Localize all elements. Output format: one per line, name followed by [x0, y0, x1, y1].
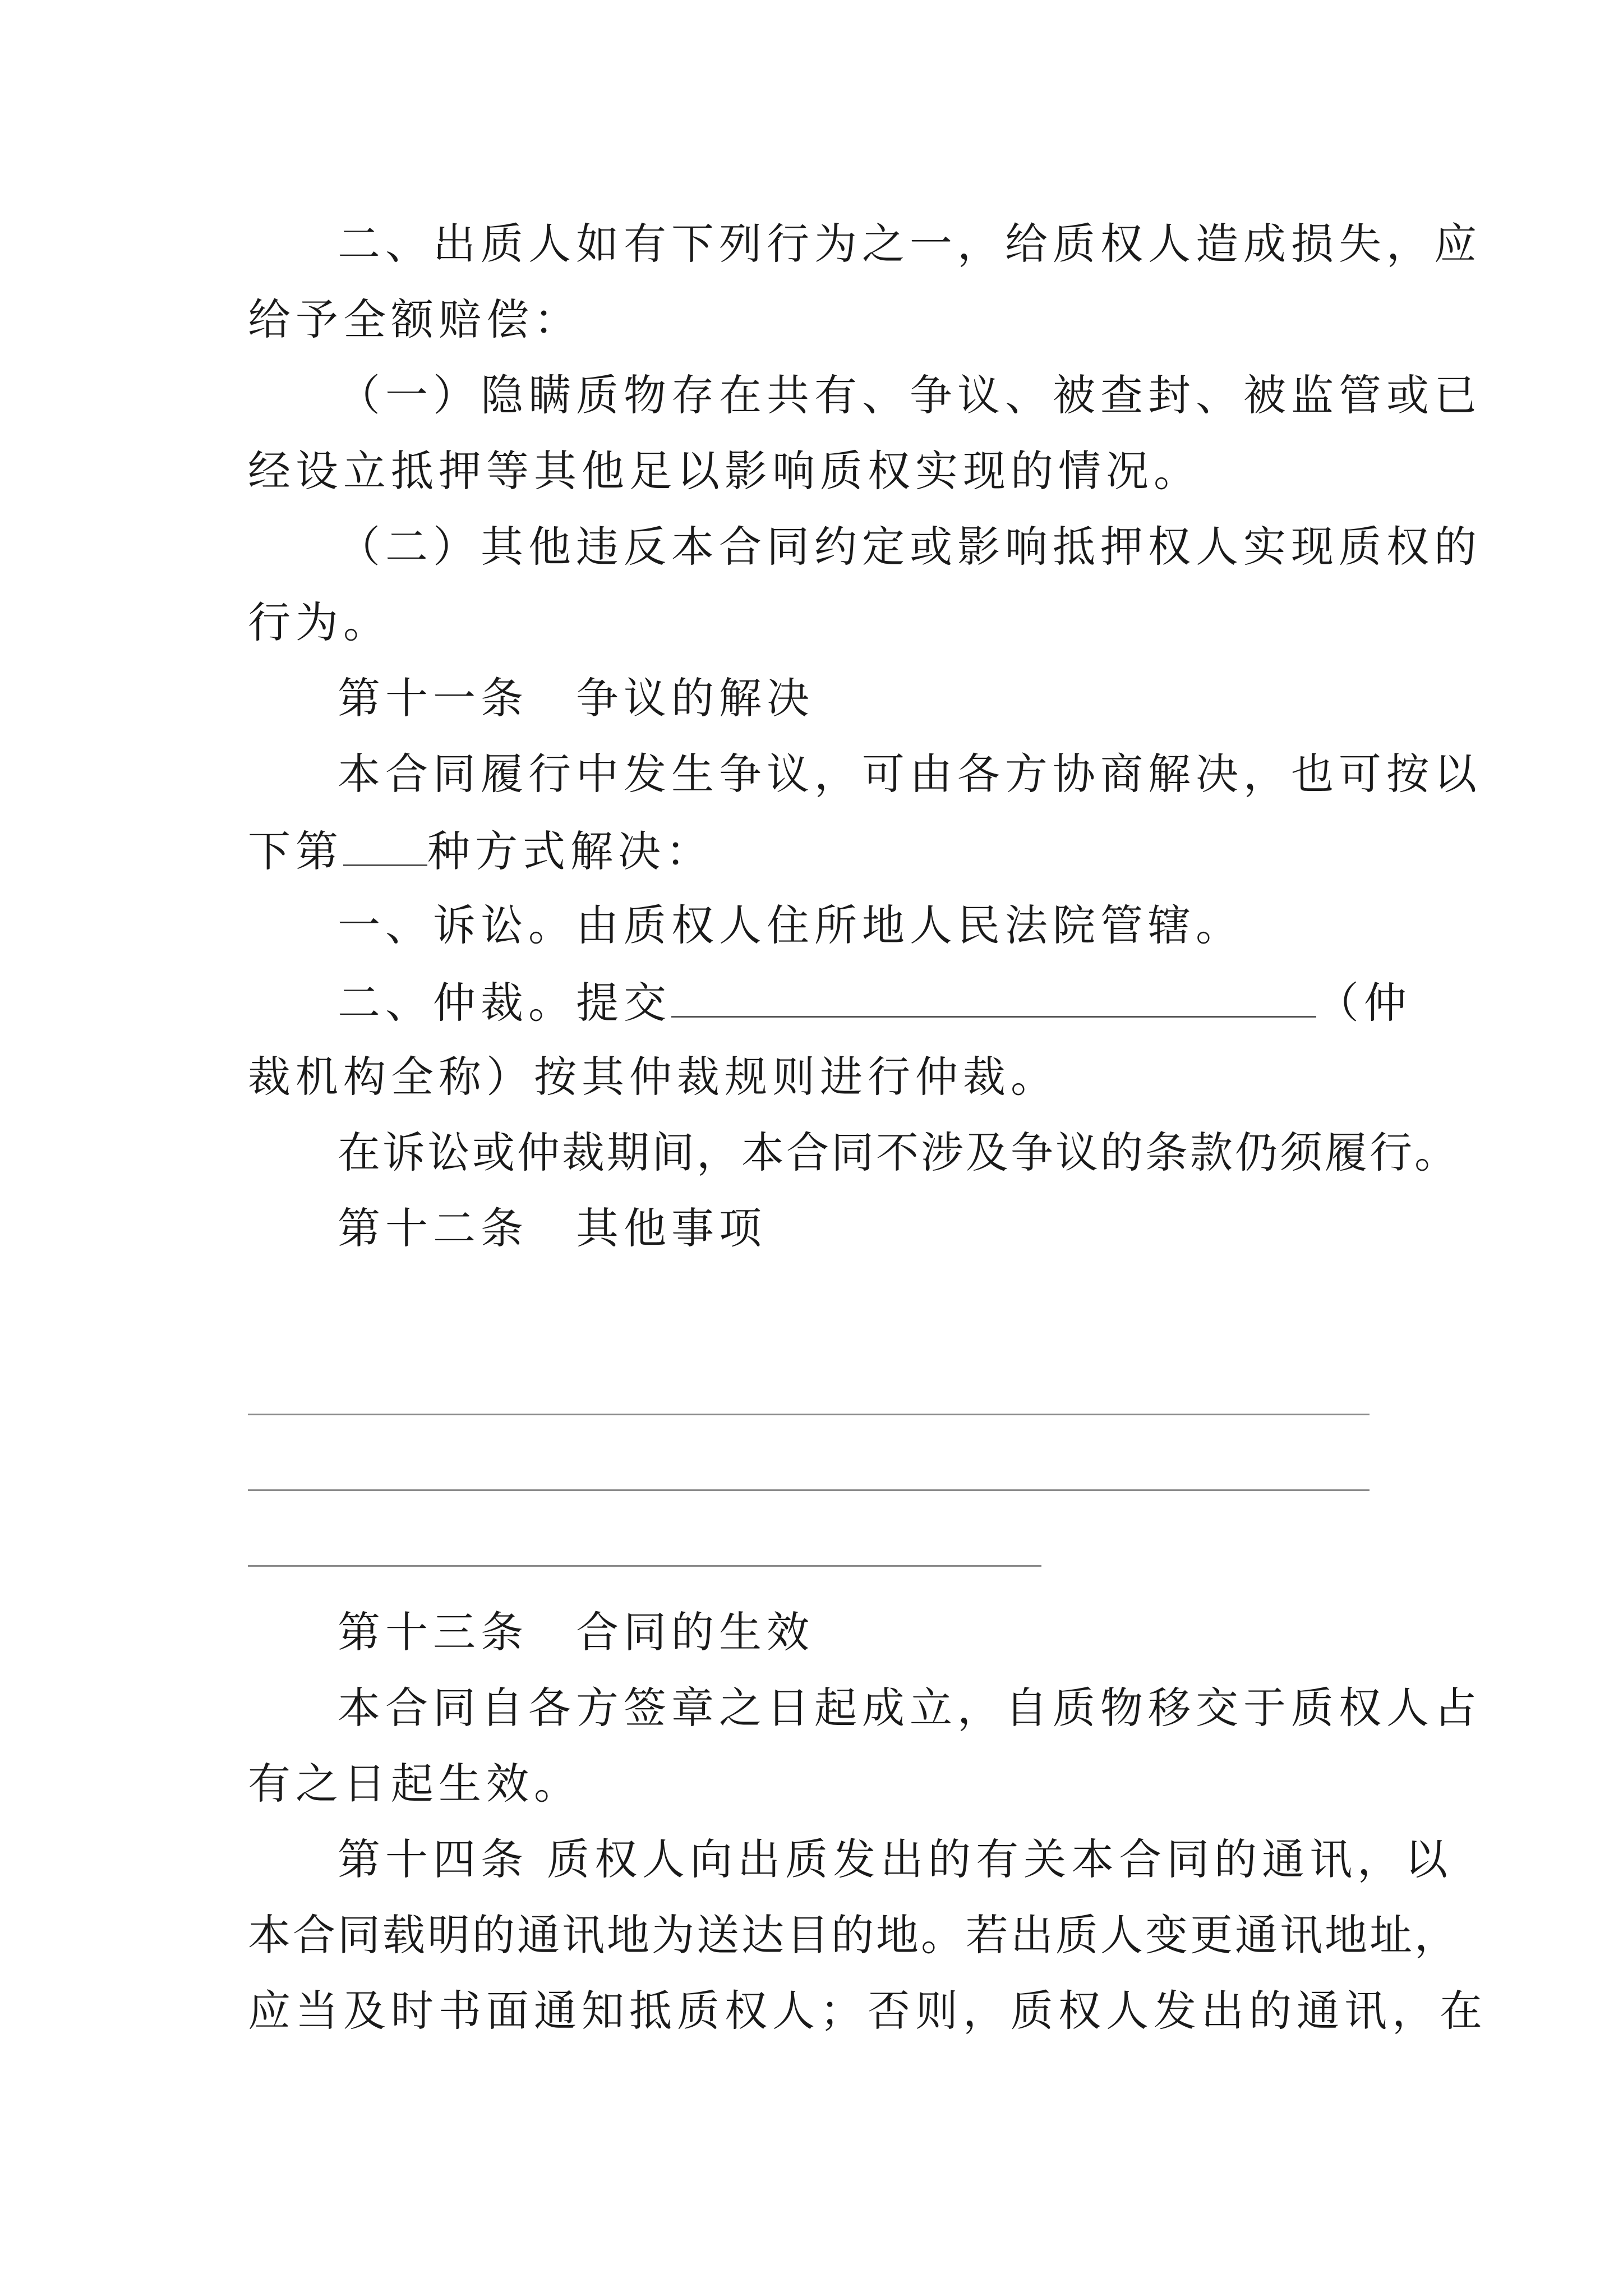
paragraph-line: 本合同载明的通讯地为送达目的地。若出质人变更通讯地址， [248, 1910, 1459, 1960]
text-segment: 二、仲裁。提交 [338, 978, 671, 1028]
paragraph-line: （一）隐瞒质物存在共有、争议、被查封、被监管或已 [338, 370, 1482, 420]
other-matters-blank-line-1[interactable] [248, 1414, 1370, 1415]
paragraph-line: （二）其他违反本合同约定或影响抵押权人实现质权的 [338, 522, 1482, 572]
article-heading: 第十一条 争议的解决 [338, 673, 814, 723]
text-segment: 种方式解决： [427, 826, 713, 876]
paragraph-line: 经设立抵押等其他足以影响质权实现的情况。 [248, 446, 1201, 496]
other-matters-blank-line-3[interactable] [248, 1565, 1041, 1567]
article-heading: 第十二条 其他事项 [338, 1203, 767, 1253]
paragraph-line: 给予全额赔偿： [248, 295, 582, 344]
paragraph-line [248, 822, 1392, 880]
paragraph-line: 裁机构全称）按其仲裁规则进行仲裁。 [248, 1052, 1058, 1102]
paragraph-line: 本合同自各方签章之日起成立，自质物移交于质权人占 [338, 1683, 1482, 1733]
text-segment: （仲 [1316, 978, 1412, 1028]
paragraph-line: 二、出质人如有下列行为之一，给质权人造成损失，应 [338, 219, 1482, 269]
paragraph-line: 一、诉讼。由质权人住所地人民法院管辖。 [338, 900, 1243, 950]
paragraph-line: 在诉讼或仲裁期间，本合同不涉及争议的条款仍须履行。 [338, 1128, 1459, 1177]
other-matters-blank-line-2[interactable] [248, 1489, 1370, 1491]
method-number-blank[interactable] [343, 822, 427, 866]
paragraph-line [338, 973, 1412, 1031]
arbitration-institution-blank[interactable] [671, 973, 1316, 1018]
text-segment: 下第 [248, 826, 343, 876]
paragraph-line: 应当及时书面通知抵质权人；否则，质权人发出的通讯，在 [248, 1986, 1487, 2036]
paragraph-line: 行为。 [248, 597, 391, 647]
paragraph-line: 有之日起生效。 [248, 1759, 582, 1809]
paragraph-line: 第十四条 质权人向出质发出的有关本合同的通讯，以 [338, 1834, 1453, 1884]
article-heading: 第十三条 合同的生效 [338, 1607, 814, 1657]
paragraph-line: 本合同履行中发生争议，可由各方协商解决，也可按以 [338, 749, 1482, 799]
